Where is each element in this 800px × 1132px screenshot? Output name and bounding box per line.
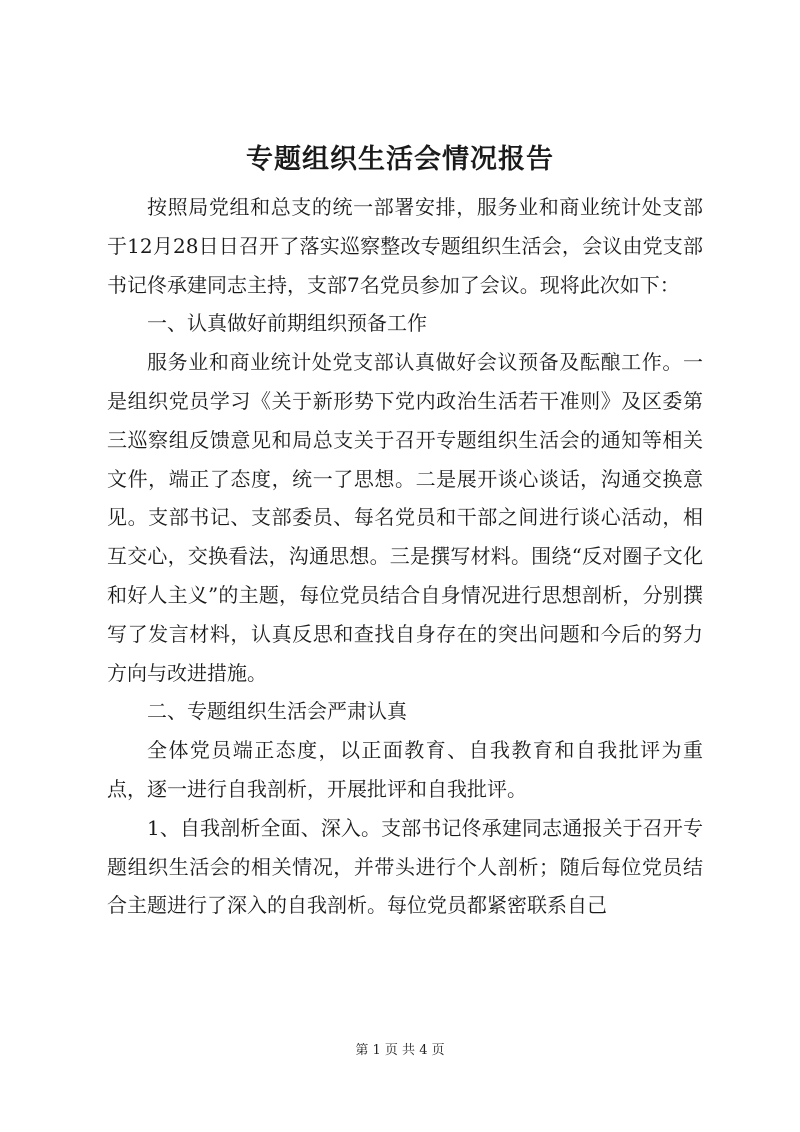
paragraph-self-analysis: 1、自我剖析全面、深入。支部书记佟承建同志通报关于召开专题组织生活会的相关情况，并带头进行个人剖析；随后每位党员结合主题进行了深入的自我剖析。每位党员都紧密联系自己 (107, 815, 703, 918)
section-heading-2: 二、专题组织生活会严肃认真 (147, 699, 407, 724)
paragraph-intro: 按照局党组和总支的统一部署安排，服务业和商业统计处支部于12月28日日召开了落实巡察整改专题组织生活会，会议由党支部书记佟承建同志主持，支部7名党员参加了会议。现将此次如下： (107, 195, 703, 297)
paragraph-preparation: 服务业和商业统计处党支部认真做好会议预备及酝酿工作。一是组织党员学习《关于新形势下党内政治生活若干准则》及区委第三巡察组反馈意见和局总支关于召开专题组织生活会的通知等相关文件，端正了态度，统一了思想。二是展开谈心谈话，沟通交换意见。支部书记、支部委员、每名党员和干部之间进行谈心活动，相互交心，交换看法，沟通思想。三是撰写材料。围绕“反对圈子文化和好人主义”的主题，每位党员结合自身情况进行思想剖析，分别撰写了发言材料，认真反思和查找自身存在的突出问题和今后的努力方向与改进措施。 (107, 350, 703, 685)
section-heading-1: 一、认真做好前期组织预备工作 (147, 311, 427, 336)
document-title: 专题组织生活会情况报告 (246, 144, 554, 175)
document-body (107, 188, 703, 925)
page-footer: 第 1 页 共 4 页 (355, 1043, 445, 1058)
paragraph-attitude: 全体党员端正态度，以正面教育、自我教育和自我批评为重点，逐一进行自我剖析，开展批评和自我批评。 (107, 738, 703, 801)
